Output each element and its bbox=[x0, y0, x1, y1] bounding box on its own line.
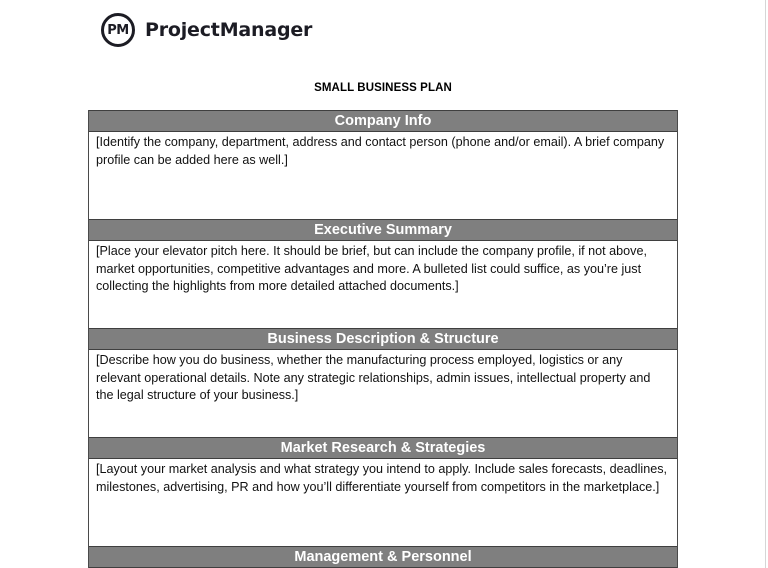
section-header: Business Description & Structure bbox=[89, 328, 677, 350]
brand-name: ProjectManager bbox=[145, 19, 313, 41]
section-company-info bbox=[89, 110, 677, 219]
section-executive-summary bbox=[89, 219, 677, 328]
section-body-input[interactable]: [Identify the company, department, address and contact person (phone and/or email). A brief company profile can be added here as well.] bbox=[96, 135, 665, 167]
page-edge-divider bbox=[765, 0, 766, 568]
section-body-input[interactable]: [Layout your market analysis and what strategy you intend to apply. Include sales forecasts, deadlines, milestones, advertising, PR and how you’ll differentiate yourself from competitors in the marketplace.] bbox=[96, 462, 668, 494]
section-header: Executive Summary bbox=[89, 219, 677, 241]
section-business-description bbox=[89, 328, 677, 437]
document-title: SMALL BUSINESS PLAN bbox=[314, 82, 452, 94]
section-market-research bbox=[89, 437, 677, 546]
section-header: Market Research & Strategies bbox=[89, 437, 677, 459]
projectmanager-logo bbox=[101, 9, 312, 51]
section-header: Company Info bbox=[89, 110, 677, 132]
pm-logo-icon: PM bbox=[101, 13, 135, 47]
section-body-input[interactable]: [Place your elevator pitch here. It should be brief, but can include the company profile, if not above, market opportunities, competitive advantages and more. A bulleted list could suffice, as you’re just collecting the highlights from more detailed attached documents.] bbox=[96, 244, 647, 293]
section-body-input[interactable]: [Describe how you do business, whether the manufacturing process employed, logistics or any relevant operational details. Note any strategic relationships, admin issues, intellectual property and the legal structure of your business.] bbox=[96, 353, 651, 402]
business-plan-table bbox=[88, 110, 678, 568]
section-management-personnel bbox=[89, 546, 677, 568]
section-header: Management & Personnel bbox=[89, 546, 677, 568]
